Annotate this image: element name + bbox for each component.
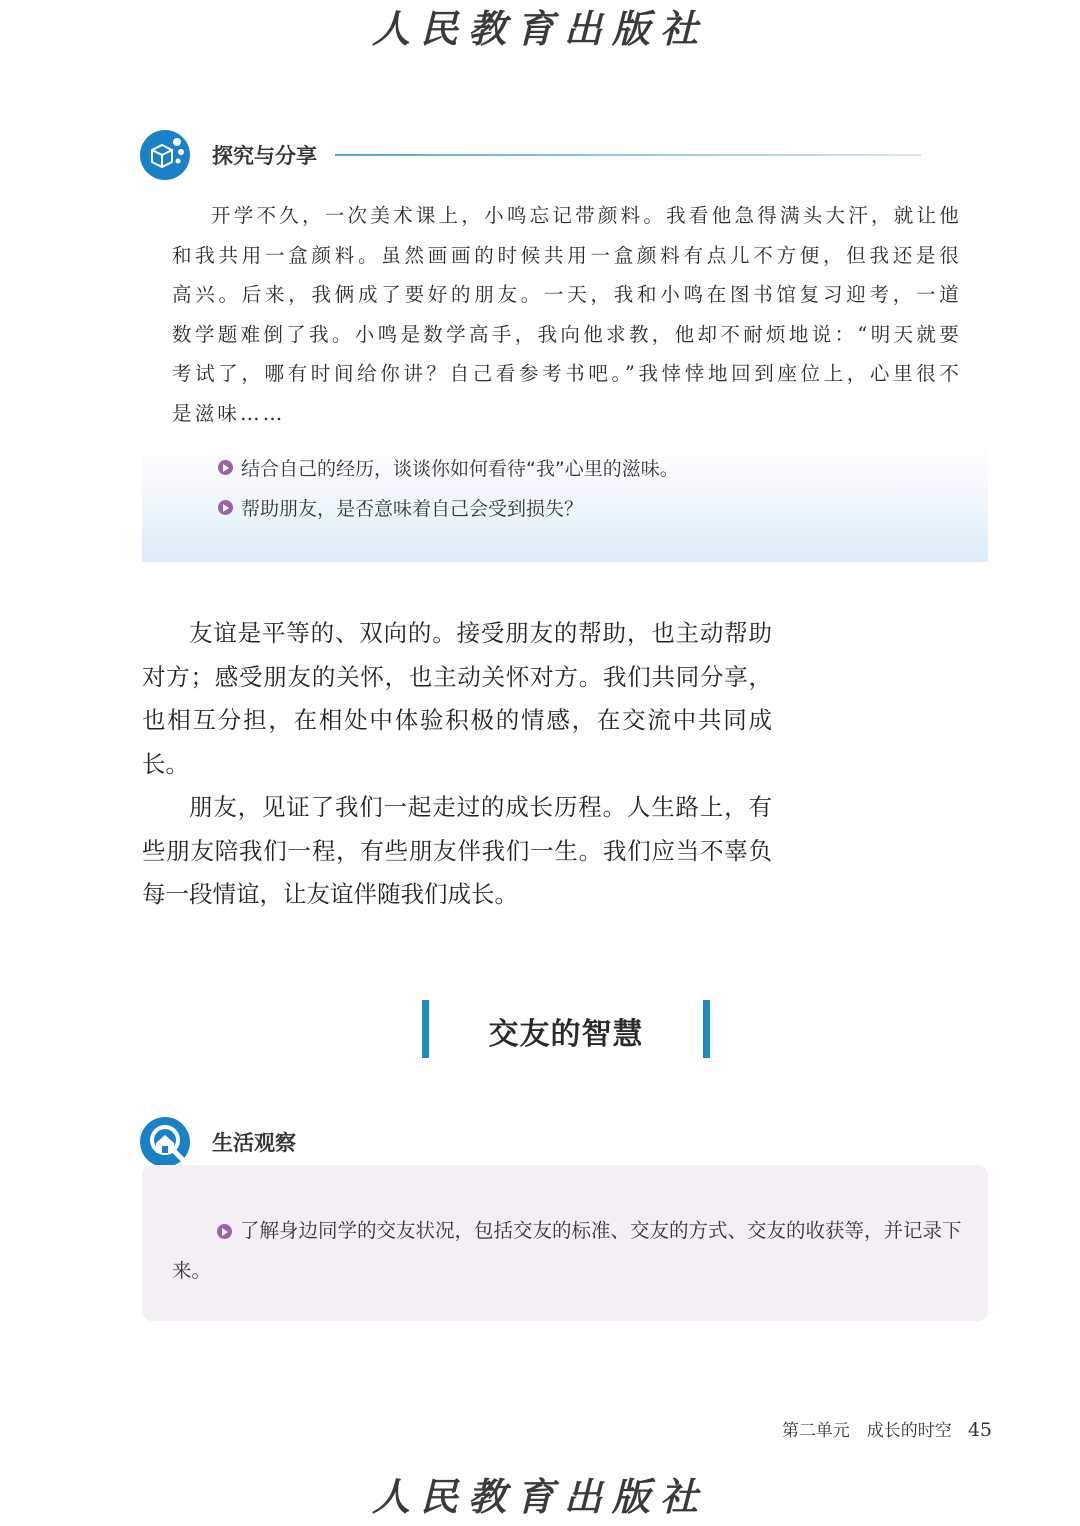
unit-label: 第二单元 成长的时空 <box>781 1421 952 1441</box>
page-footer <box>742 1416 992 1441</box>
title-bar-left <box>422 1000 429 1058</box>
play-bullet-icon <box>218 500 233 515</box>
question-text: 结合自己的经历，谈谈你如何看待“我”心里的滋味。 <box>241 458 679 480</box>
title-bar-right <box>703 1000 710 1058</box>
life-observation-box <box>142 1165 988 1321</box>
house-search-icon <box>140 1117 190 1167</box>
body-paragraph: 友谊是平等的、双向的。接受朋友的帮助，也主动帮助对方；感受朋友的关怀，也主动关怀对方。我们共同分享，也相互分担，在相处中体验积极的情感，在交流中共同成长。 <box>142 619 772 778</box>
publisher-header: 人民教育出版社 <box>371 6 708 51</box>
life-section-title: 生活观察 <box>212 1131 296 1155</box>
life-task <box>172 1211 964 1291</box>
explore-story: 开学不久，一次美术课上，小鸣忘记带颜料。我看他急得满头大汗，就让他和我共用一盒颜料。虽然画画的时候共用一盒颜料有点儿不方便，但我还是很高兴。后来，我俩成了要好的朋友。一天，我和小鸣在图书馆复习迎考，一道数学题难倒了我。小鸣是数学高手，我向他求教，他却不耐烦地说：“明天就要考试了，哪有时间给你讲？自己看参考书吧。”我悻悻地回到座位上，心里很不是滋味…… <box>172 204 962 425</box>
explore-section-header <box>140 127 921 183</box>
publisher-footer: 人民教育出版社 <box>371 1474 708 1519</box>
body-paragraph: 朋友，见证了我们一起走过的成长历程。人生路上，有些朋友陪我们一程，有些朋友伴我们一生。我们应当不辜负每一段情谊，让友谊伴随我们成长。 <box>142 793 772 908</box>
cube-icon <box>140 130 190 180</box>
life-section-header <box>140 1114 296 1170</box>
lesson-title: 交友的智慧 <box>488 1017 644 1052</box>
lesson-title-block <box>422 1000 710 1062</box>
life-task-text: 了解身边同学的交友状况，包括交友的标准、交友的方式、交友的收获等，并记录下来。 <box>172 1219 962 1282</box>
question-item <box>218 494 583 521</box>
play-bullet-icon <box>218 460 233 475</box>
question-item <box>218 454 679 481</box>
section-divider <box>335 154 921 156</box>
explore-section-title: 探究与分享 <box>212 144 317 168</box>
question-box <box>142 442 988 562</box>
question-text: 帮助朋友，是否意味着自己会受到损失？ <box>241 498 584 520</box>
play-bullet-icon <box>217 1224 232 1239</box>
page-number: 45 <box>967 1419 992 1441</box>
